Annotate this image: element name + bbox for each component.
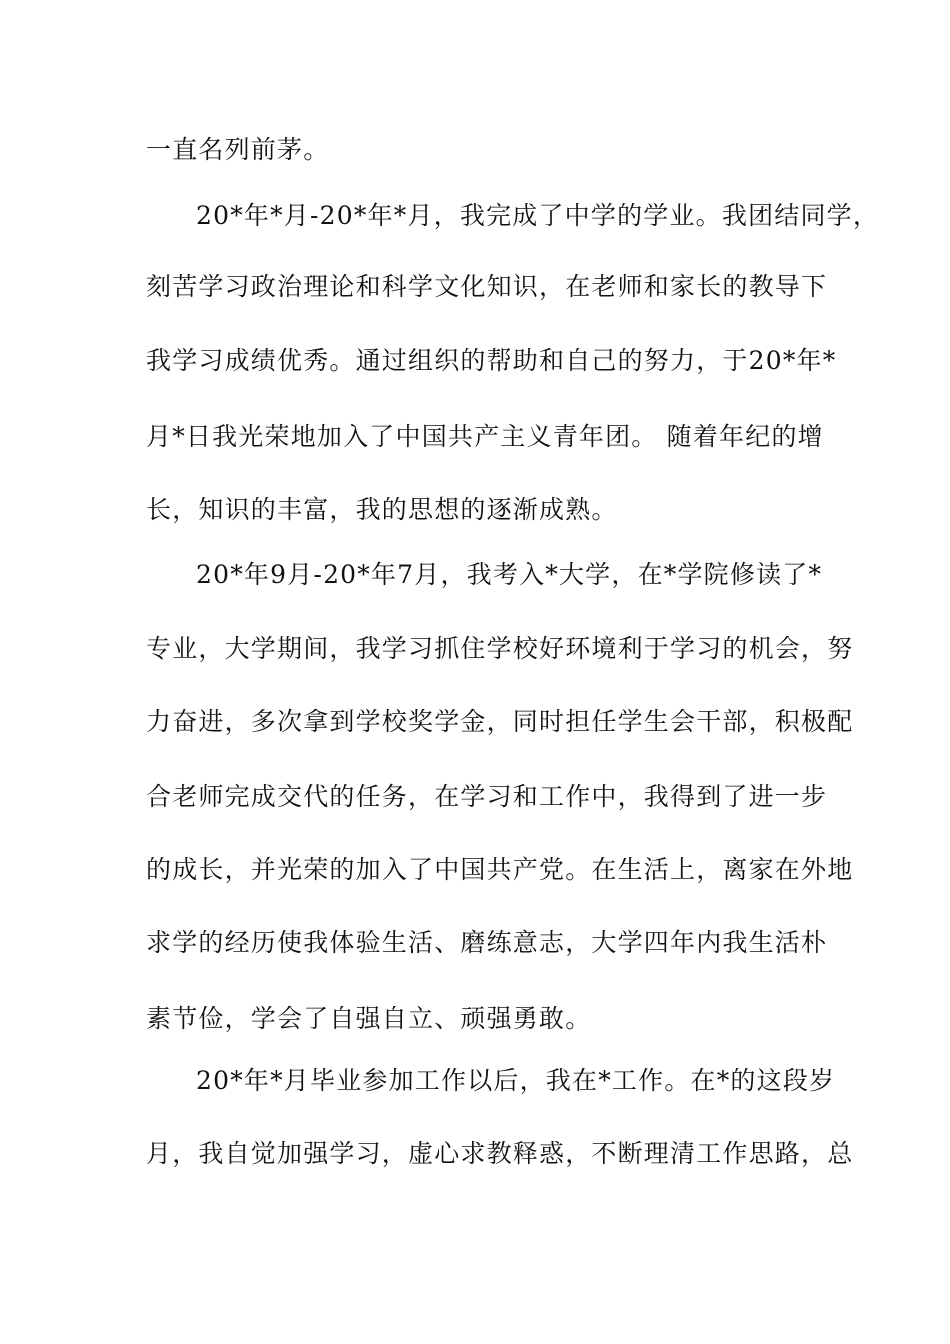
text-line-3: 刻苦学习政治理论和科学文化知识，在老师和家长的教导下 bbox=[146, 272, 828, 301]
text-line-4: 我学习成绩优秀。通过组织的帮助和自己的努力，于20*年* bbox=[146, 346, 837, 375]
text-line-14: 20*年*月毕业参加工作以后，我在*工作。在*的这段岁 bbox=[196, 1066, 836, 1095]
text-line-9: 力奋进，多次拿到学校奖学金，同时担任学生会干部，积极配 bbox=[146, 707, 854, 736]
text-line-2: 20*年*月-20*年*月，我完成了中学的学业。我团结同学， bbox=[196, 201, 880, 230]
text-line-15: 月，我自觉加强学习，虚心求教释惑，不断理清工作思路，总 bbox=[146, 1139, 854, 1168]
text-line-7: 20*年9月-20*年7月，我考入*大学，在*学院修读了* bbox=[196, 560, 823, 589]
text-line-12: 求学的经历使我体验生活、磨练意志，大学四年内我生活朴 bbox=[146, 928, 828, 957]
text-line-8: 专业，大学期间，我学习抓住学校好环境利于学习的机会，努 bbox=[146, 634, 854, 663]
text-line-10: 合老师完成交代的任务，在学习和工作中，我得到了进一步 bbox=[146, 782, 828, 811]
text-line-1: 一直名列前茅。 bbox=[146, 135, 330, 164]
text-line-11: 的成长，并光荣的加入了中国共产党。在生活上，离家在外地 bbox=[146, 855, 854, 884]
text-line-6: 长，知识的丰富，我的思想的逐渐成熟。 bbox=[146, 495, 618, 524]
text-line-5: 月*日我光荣地加入了中国共产主义青年团。 随着年纪的增 bbox=[146, 422, 824, 451]
text-line-13: 素节俭，学会了自强自立、顽强勇敢。 bbox=[146, 1004, 592, 1033]
